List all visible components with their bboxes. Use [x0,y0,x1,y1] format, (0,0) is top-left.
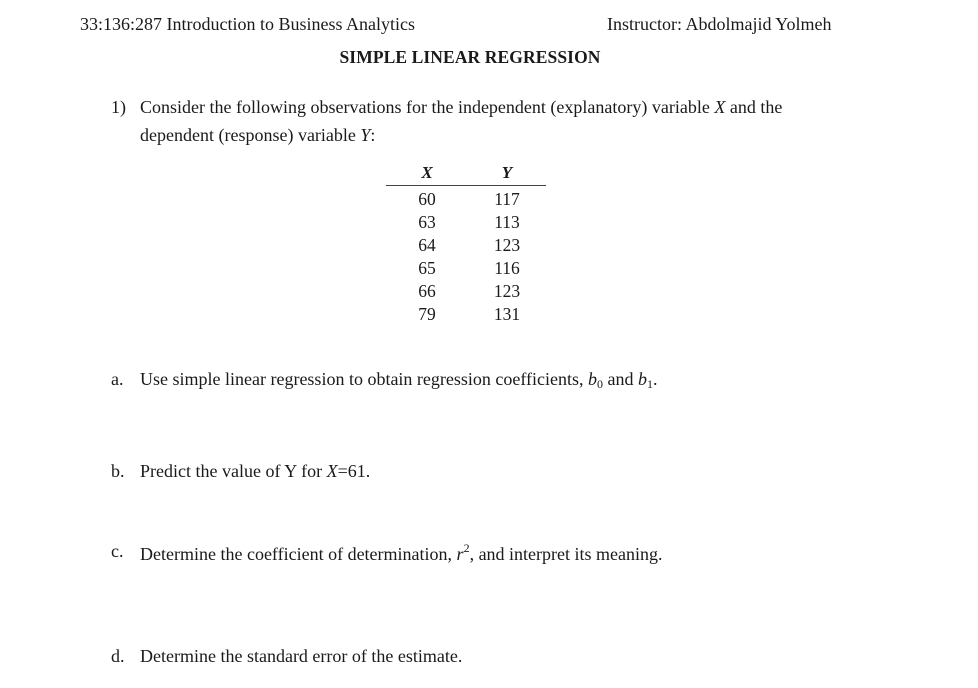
coefficient-b0: b [588,369,598,389]
table-cell: 64 [418,235,436,255]
part-d-text: Determine the standard error of the estimate. [140,646,463,666]
part-text-segment: Predict the value of Y for [140,461,327,481]
variable-x: X [714,97,726,117]
coefficient-b1: b [638,369,648,389]
table-cell: 66 [418,281,436,301]
table-cell: 113 [494,212,520,232]
part-c-text [140,541,663,565]
table-row [386,209,546,232]
part-text-segment: . [653,369,658,389]
superscript-2: 2 [463,541,470,555]
part-a-letter: a. [111,369,124,389]
table-row [386,301,546,324]
table-cell: 60 [418,189,436,209]
table-row [386,278,546,301]
table-cell: 123 [493,281,521,301]
part-d-letter: d. [111,646,125,666]
question-text-segment: : [370,125,376,145]
part-text-segment: Use simple linear regression to obtain regression coefficients, [140,369,589,389]
part-b-letter: b. [111,461,125,481]
question-text-segment: Consider the following observations for the independent (explanatory) variable [140,97,715,117]
question-number: 1) [111,97,126,117]
question-text-segment: and the [725,97,783,117]
table-header [386,162,546,186]
subscript-1: 1 [647,377,654,391]
course-title: 33:136:287 Introduction to Business Analytics [80,14,415,34]
table-row [386,232,546,255]
page-title: SIMPLE LINEAR REGRESSION [339,47,601,67]
table-cell: 63 [418,212,436,232]
table-cell: 79 [418,304,436,324]
part-a-text [140,369,658,392]
column-header-y: Y [501,163,513,182]
table-cell: 123 [493,235,521,255]
part-b-text [140,461,370,482]
data-table [386,162,546,324]
part-text-segment: =61. [337,461,371,481]
instructor-name: Instructor: Abdolmajid Yolmeh [607,14,832,34]
table-cell: 116 [494,258,520,278]
question-text-line2 [140,125,375,146]
variable-y: Y [360,125,371,145]
subscript-0: 0 [597,377,604,391]
part-text-segment: and [603,369,639,389]
question-text-line1 [140,97,782,118]
table-row [386,255,546,278]
variable-x: X [326,461,338,481]
table-cell: 131 [493,304,521,324]
variable-r: r [456,544,464,564]
table-cell: 117 [494,189,520,209]
part-text-segment: Determine the coefficient of determination, [140,544,457,564]
question-text-segment: dependent (response) variable [140,125,361,145]
column-header-x: X [421,163,433,182]
part-text-segment: , and interpret its meaning. [469,544,663,564]
table-cell: 65 [418,258,436,278]
part-c-letter: c. [111,541,124,561]
table-row [386,186,546,209]
